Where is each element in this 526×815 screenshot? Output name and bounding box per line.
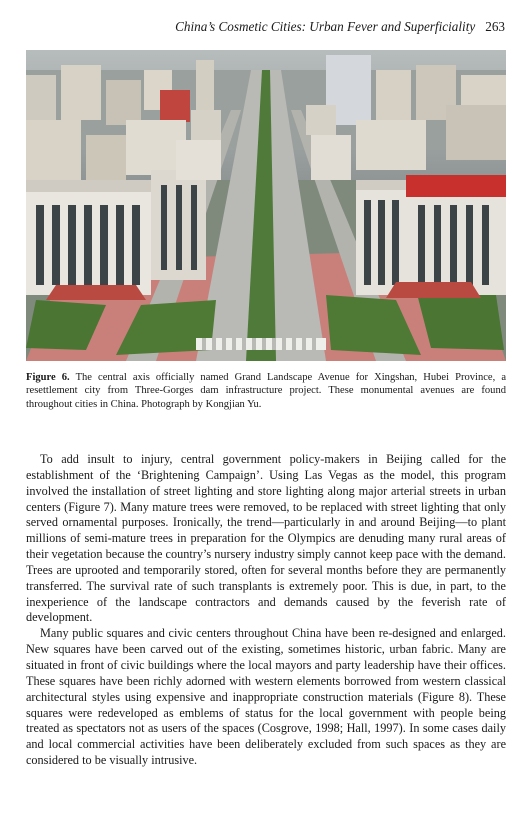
paragraph: To add insult to injury, central government policy-makers in Beijing called for the establishment of the ‘Brightening Campaign’. Using Las Vegas as the model, this program involved the installation of street lighting and store lighting along major arterial streets in urban centers (Figure 7). Many mature trees were removed, to be replaced with street lighting that only served ornamental purposes. Ironically, the trend—particularly in and around Beijing—to plant millions of semi-mature trees in preparation for the Olympics are denuding many rural areas of their vegetation because the country’s nursery industry simply cannot keep pace with the demand. Trees are uprooted and temporarily stored, often for several months before they are permanently transferred. The survival rate of such transplants is extremely poor. This is due, in part, to the inexperience of the landscape contractors and demands caused by the feverish rate of development. <box>26 452 506 625</box>
running-title: China’s Cosmetic Cities: Urban Fever and Superficiality <box>175 19 476 34</box>
page-number: 263 <box>485 19 505 34</box>
figure-photograph <box>26 50 506 361</box>
avenue-aerial-photo <box>26 50 506 361</box>
figure-label: Figure 6. <box>26 372 70 383</box>
body-text <box>26 452 506 769</box>
figure-caption <box>26 371 506 411</box>
figure-caption-text: The central axis officially named Grand Landscape Avenue for Xingshan, Hubei Province, a resettlement city from Three-Gorges dam infrastructure project. These monumental avenues are found throughout cities in China. Photograph by Kongjian Yu. <box>26 372 507 410</box>
running-header <box>26 19 505 37</box>
paragraph: Many public squares and civic centers throughout China have been re-designed and enlarged. New squares have been carved out of the existing, sometimes historic, urban fabric. Many are situated in front of civic buildings where the local mayors and party leadership have their offices. These squares have been richly adorned with western elements borrowed from western classical architectural styles using expensive and inappropriate construction materials (Figure 8). These squares were redeveloped as emblems of status for the local government with people being treated as spectators not as users of the spaces (Cosgrove, 1998; Hall, 1997). In some cases daily and local commercial activities have been deliberately excluded from such spaces as they are considered to be visually intrusive. <box>26 626 506 768</box>
